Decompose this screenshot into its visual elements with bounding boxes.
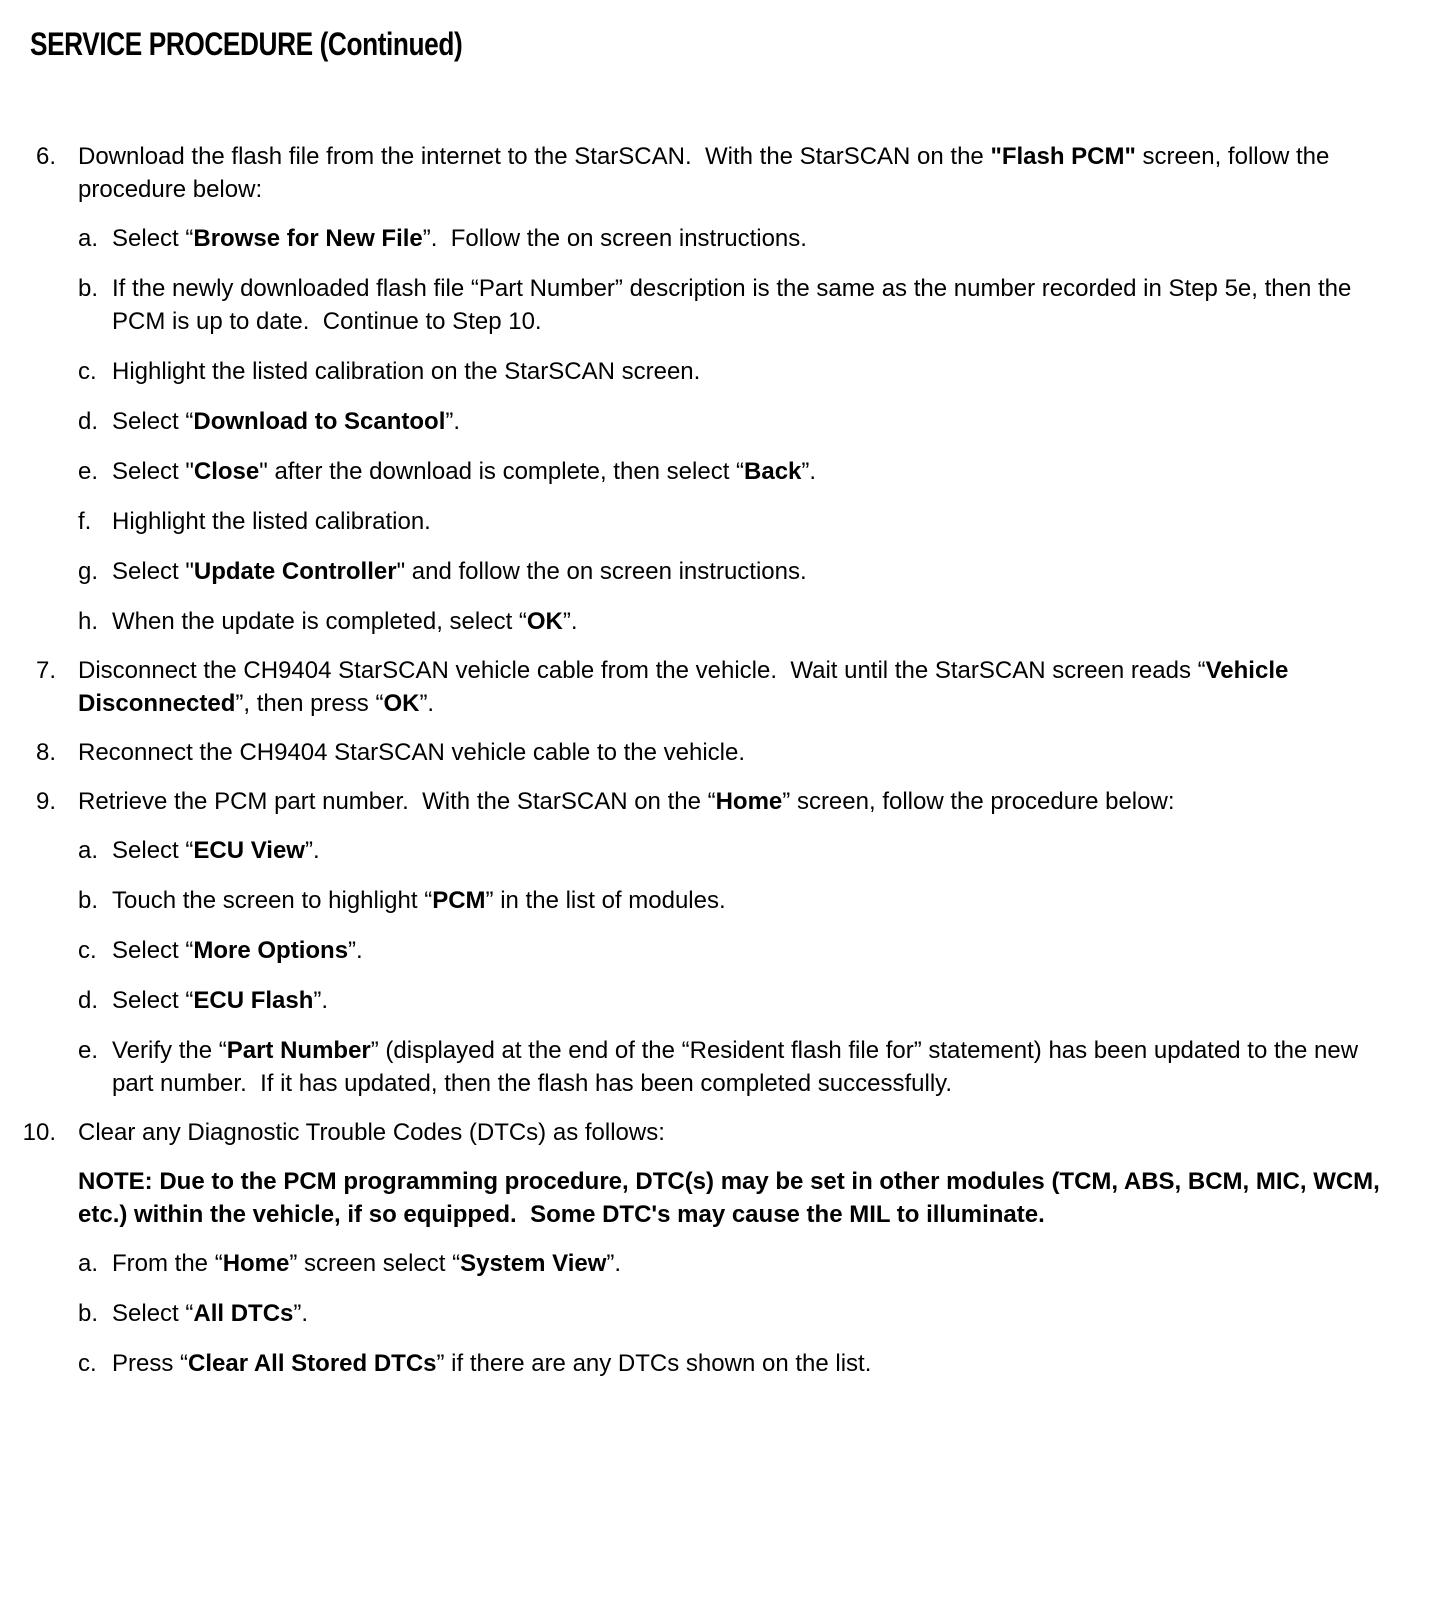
substep-6f (78, 505, 1390, 538)
substep-6a (78, 222, 1390, 255)
substep-6a-label: a. (78, 225, 99, 252)
substep-10a-label: a. (78, 1250, 99, 1277)
substep-9e-label: e. (78, 1037, 99, 1064)
step-6-body (78, 140, 1390, 638)
step-10 (10, 1116, 1390, 1380)
step-10-note: NOTE: Due to the PCM programming procedure, DTC(s) may be set in other modules (TCM, ABS, BCM, MIC, WCM, etc.) within the vehicle, if so equipped. Some DTC's may cause the MIL to illuminate. (78, 1168, 1387, 1228)
substep-9a-label: a. (78, 837, 99, 864)
substep-6d-text: Select “Download to Scantool”. (112, 408, 461, 435)
substep-6h-label: h. (78, 608, 99, 635)
substep-9d (78, 984, 1390, 1017)
step-6-text: Download the flash file from the internet to the StarSCAN. With the StarSCAN on the "Flash PCM" screen, follow the procedure below: (78, 143, 1336, 203)
substep-10a-text: From the “Home” screen select “System View”. (112, 1250, 622, 1277)
substep-6f-text: Highlight the listed calibration. (112, 508, 431, 535)
step-9-text: Retrieve the PCM part number. With the StarSCAN on the “Home” screen, follow the procedure below: (78, 788, 1175, 815)
step-8-number: 8. (35, 739, 56, 766)
title-row (10, 26, 1390, 62)
step-7 (10, 654, 1390, 720)
substep-10c (78, 1347, 1390, 1380)
substep-6e-label: e. (78, 458, 99, 485)
substep-6d-label: d. (78, 408, 99, 435)
substep-6c-text: Highlight the listed calibration on the StarSCAN screen. (112, 358, 701, 385)
substep-9c-text: Select “More Options”. (112, 937, 363, 964)
substep-6d (78, 405, 1390, 438)
step-8 (10, 736, 1390, 769)
substep-6g (78, 555, 1390, 588)
substep-10b-text: Select “All DTCs”. (112, 1300, 309, 1327)
substep-6h-text: When the update is completed, select “OK”. (112, 608, 578, 635)
step-7-number: 7. (35, 657, 56, 684)
substep-10b (78, 1297, 1390, 1330)
substep-9c-label: c. (78, 937, 97, 964)
substep-9b (78, 884, 1390, 917)
step-10-body (78, 1116, 1390, 1380)
substep-9b-label: b. (78, 887, 99, 914)
substep-6b-text: If the newly downloaded flash file “Part Number” description is the same as the number recorded in Step 5e, then the PCM is up to date. Continue to Step 10. (112, 275, 1359, 335)
substep-10b-label: b. (78, 1300, 99, 1327)
step-10-text: Clear any Diagnostic Trouble Codes (DTCs) as follows: (78, 1119, 665, 1146)
substep-10a (78, 1247, 1390, 1280)
substep-10c-label: c. (78, 1350, 97, 1377)
step-6 (10, 140, 1390, 638)
substep-6g-text: Select "Update Controller" and follow the on screen instructions. (112, 558, 807, 585)
substep-6e-text: Select "Close" after the download is complete, then select “Back”. (112, 458, 817, 485)
step-6-number: 6. (35, 143, 56, 170)
substep-9d-label: d. (78, 987, 99, 1014)
substep-6c (78, 355, 1390, 388)
substep-6h (78, 605, 1390, 638)
step-9 (10, 785, 1390, 1100)
substep-6e (78, 455, 1390, 488)
substep-9e (78, 1034, 1390, 1100)
step-8-text: Reconnect the CH9404 StarSCAN vehicle cable to the vehicle. (78, 739, 746, 766)
substep-6g-label: g. (78, 558, 99, 585)
substep-6b (78, 272, 1390, 338)
substep-9a-text: Select “ECU View”. (112, 837, 320, 864)
step-8-body (78, 736, 1390, 769)
substep-9b-text: Touch the screen to highlight “PCM” in the list of modules. (112, 887, 726, 914)
page-title: SERVICE PROCEDURE (Continued) (30, 26, 463, 62)
step-7-text: Disconnect the CH9404 StarSCAN vehicle cable from the vehicle. Wait until the StarSCAN screen reads “Vehicle Disconnected”, then press “OK”. (78, 657, 1296, 717)
substep-6a-text: Select “Browse for New File”. Follow the on screen instructions. (112, 225, 807, 252)
substep-9c (78, 934, 1390, 967)
step-9-number: 9. (35, 788, 56, 815)
substep-9d-text: Select “ECU Flash”. (112, 987, 329, 1014)
substep-10c-text: Press “Clear All Stored DTCs” if there are any DTCs shown on the list. (112, 1350, 872, 1377)
substep-6f-label: f. (78, 508, 92, 535)
step-9-body (78, 785, 1390, 1100)
substep-9a (78, 834, 1390, 867)
substep-6b-label: b. (78, 275, 99, 302)
substep-9e-text: Verify the “Part Number” (displayed at the end of the “Resident flash file for” statement) has been updated to the new part number. If it has updated, then the flash has been completed successfully. (112, 1037, 1365, 1097)
substep-6c-label: c. (78, 358, 97, 385)
step-7-body (78, 654, 1390, 720)
step-10-number: 10. (22, 1119, 56, 1146)
